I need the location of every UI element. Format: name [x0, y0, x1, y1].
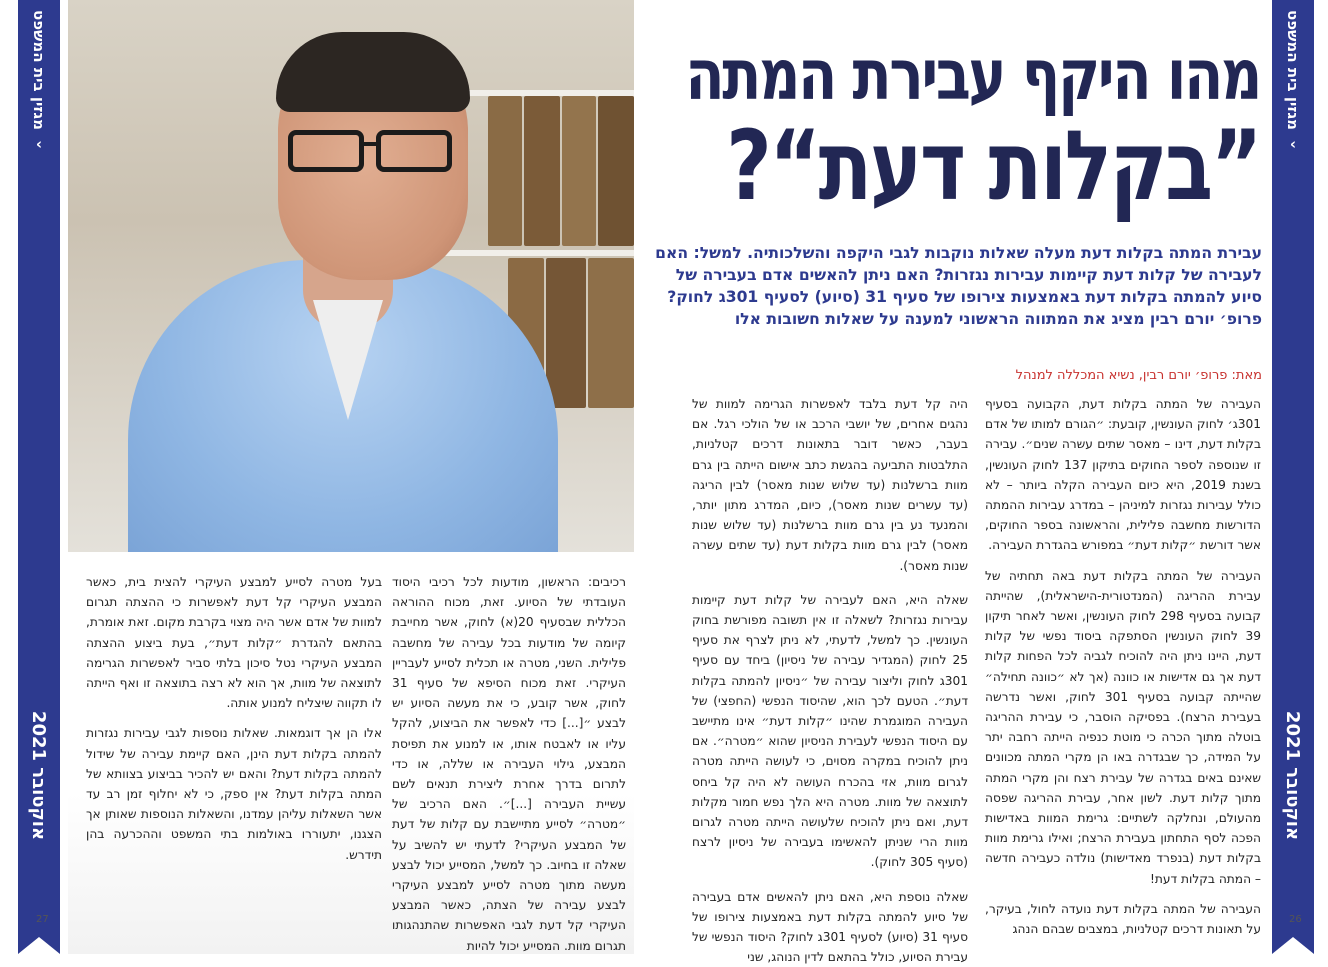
right-tab-arrow-icon: ‹ [1289, 135, 1297, 153]
paragraph: העבירה של המתה בקלות דעת, הקבועה בסעיף 301ג׳ לחוק העונשין, קובעת: ״הגורם למותו של אדם בקלות דעת, דינו – מאסר שתים עשרה שנים״. עבירה זו שנוספה לספר החוקים בתיקון 137 לחוק העונשין, בשנת 2019, היא כיום העבירה הקלה ביותר – לא כולל עבירות נגזרות למיניהן – במדרג עבירות ההמתה הדורשות מחשבה פלילית, והראשונה בספר החוקים, אשר דורשת ״קלות דעת״ במפורש בהגדרת העבירה. [985, 397, 1262, 553]
book-2 [524, 96, 560, 246]
author-portrait-photo [68, 0, 634, 552]
right-page-number: 26 [1289, 914, 1302, 925]
headline-line-2: ”בקלות דעת“? [726, 110, 1260, 222]
left-chevron-decoration [18, 925, 60, 954]
book-6 [546, 258, 586, 408]
paragraph: שאלה נוספת היא, האם ניתן להאשים אדם בעבירה של סיוע להמתה בקלות דעת באמצעות צירופו של סעיף 31 (סיוע) לסעיף 301ג לחוק? היסוד הנפשי של עבירת הסיוע, כולל בהתאם לדין הנוהג, שני [692, 889, 968, 965]
article-byline: מאת: פרופ׳ יורם רבין, נשיא המכללה למנהל [1015, 368, 1262, 383]
left-section-tab [18, 0, 60, 925]
glasses-right-lens [376, 130, 452, 172]
glasses-left-lens [288, 130, 364, 172]
book-4 [598, 96, 634, 246]
right-tab-date: אוקטובר 2021 [1282, 710, 1304, 840]
person-hair [276, 32, 470, 112]
headline-line-1: מהו היקף עבירת המתה [685, 34, 1260, 116]
book-7 [588, 258, 634, 408]
right-chevron-decoration [1272, 925, 1314, 954]
paragraph: אלו הן אך דוגמאות. שאלות נוספות לגבי עבירות נגזרות להמתה בקלות דעת הינן, האם קיימת עבירה של שידול להמתה בקלות דעת? והאם יש להכיר בביצוע בצוותא של המתה בקלות דעת? אין ספק, כי לא יחלוף זמן רב עד אשר השאלות עליהן עמדנו, והשאלות הנוספות שאותן אך הצגנו, יתעוררו באולמות בתי המשפט וההכרעה בהן תידרש. [86, 726, 382, 862]
left-page-number: 27 [36, 914, 49, 925]
paragraph: שאלה היא, האם לעבירה של קלות דעת קיימות עבירות נגזרות? לשאלה זו אין תשובה מפורשת בחוק העונשין. כך למשל, לדעתי, לא ניתן לצרף את סעיף 25 לחוק (המגדיר עבירה של ניסיון) ביחד עם סעיף 301ג לחוק וליצור עבירה של ״ניסיון להמתה בקלות דעת״. הטעם לכך הוא, שהיסוד הנפשי (החפצי) של העבירה המוגמרת שהינו ״קלות דעת״ אינו מתיישב עם היסוד הנפשי לעבירת הניסיון שהוא ״מטרה״. אם ניתן להוכיח במקרה מסוים, כי לעושה הייתה מטרה לגרום מוות, אזי בהכרח העושה לא היה קל ביחס לתוצאה של מוות. מטרה היא הלך נפש חמור מקלות דעת, ואם ניתן להוכיח שלעושה הייתה מטרה לגרום מוות הרי שניתן להאשימו בעבירה של ניסיון לרצח (סעיף 305 לחוק). [692, 592, 968, 870]
paragraph: רכיבים: הראשון, מודעות לכל רכיבי היסוד העובדתי של הסיוע. זאת, מכוח ההוראה הכללית שבסעיף 20(א) לחוק, אשר מחייבת קיומה של מודעות בכל עבירה של מחשבה פלילית. השני, מטרה או תכלית לסייע לעבריין העיקרי. זאת מכוח הסיפא של סעיף 31 לחוק, אשר קובע, כי את מעשה הסיוע יש לבצע ״[...] כדי לאפשר את הביצוע, להקל עליו או לאבטח אותו, או למנוע את תפיסת המבצע, גילוי העבירה או שללה, או כדי לתרום בדרך אחרת ליצירת תנאים לשם עשיית העבירה [...]״. האם הרכיב של ״מטרה״ לסייע מתיישבת עם קלות של דעת של המבצע העיקרי? לדעתי יש להשיב על שאלה זו בחיוב. כך למשל, המסייע יכול לבצע מעשה מתוך מטרה לסייע למבצע העיקרי לבצע עבירה של הצתה, כאשר המבצע העיקרי קל דעת לגבי האפשרות שהתנהגותו תגרום מוות. המסייע יכול להיות [392, 575, 627, 953]
article-lead: עבירת המתה בקלות דעת מעלה שאלות נוקבות לגבי היקפה והשלכותיה. למשל: האם לעבירה של קלות דעת קיימות עבירות נגזרות? האם ניתן להאשים אדם בעבירה של סיוע להמתה בקלות דעת באמצעות צירופו של סעיף 31 (סיוע) לסעיף 301ג לחוק? פרופ׳ יורם רבין מציג את המתווה הראשוני למענה על שאלות חשובות אלו [655, 244, 1262, 328]
paragraph: היה קל דעת בלבד לאפשרות הגרימה למוות של נהגים אחרים, של יושבי הרכב או של הולכי רגל. אם בעבר, כאשר דובר בתאונות דרכים קטלניות, התלבטות התביעה בהגשת כתב אישום הייתה בין גרם מוות ברשלנות (עד שלוש שנות מאסר) לבין הריגה (עד עשרים שנות מאסר), כיום, המדרג מתון יותר, והמנעד נע בין גרם מוות ברשלנות (עד שלוש שנות מאסר) לבין גרם מוות בקלות דעת (עד שתים עשרה שנות מאסר). [692, 397, 968, 573]
paragraph: העבירה של המתה בקלות דעת נועדה לחול, בעיקר, על תאונות דרכים קטלניות, במצבים שבהם הנהג [985, 901, 1261, 937]
article-headline [685, 34, 1260, 222]
left-tab-arrow-icon: ‹ [35, 135, 43, 153]
book-1 [488, 96, 522, 246]
left-tab-magazine-name: מגזין בית המשפט [30, 10, 49, 130]
right-page-column-1 [985, 394, 1262, 937]
right-page-column-2 [692, 394, 968, 965]
right-tab-magazine-name: מגזין בית המשפט [1284, 10, 1303, 130]
book-3 [562, 96, 596, 246]
left-page-column-2 [86, 572, 382, 912]
left-tab-date: אוקטובר 2021 [28, 710, 50, 840]
right-section-tab [1272, 0, 1314, 925]
glasses-bridge [362, 142, 378, 146]
left-page-column-1 [392, 572, 627, 953]
paragraph: בעל מטרה לסייע למבצע העיקרי להצית בית, כאשר המבצע העיקרי קל דעת לאפשרות כי ההצתה תגרום למוות של אדם אשר היה מצוי בקרבת מקום. זאת אומרת, בהתאם להגדרת ״קלות דעת״, בעת ביצוע ההצתה המבצע העיקרי נטל סיכון בלתי סביר לאפשרות הגרימה לתוצאה של מוות, אך הוא לא רצה בתוצאה זו ואף הייתה לו תקווה שיצליח למנוע אותה. [86, 575, 382, 711]
paragraph: העבירה של המתה בקלות דעת באה תחתיה של עבירת ההריגה (המנדטורית-הישראלית), שהייתה קבועה בסעיף 298 לחוק העונשין, ואשר לאחר תיקון 39 לחוק העונשין הסתפקה ביסוד נפשי של קלות דעת, היינו ניתן היה להוכיח לגביה לכל הפחות קלות דעת אך גם אדישות או כוונה (אך לא ״כוונה תחילה״ שהייתה קבועה בסעיף 301 לחוק, ואשר נדרשה בעבירת הרצח). בפסיקה הוסבר, כי עבירת ההריגה בוטלה מתוך הכרה כי מוטת כנפיה הייתה רחבה יתר על המידה, כך שבגדרה באו הן מקרי המתה מכוונים שאינם באים בגדרה של עבירת רצח והן מקרי המתה מתוך קלות דעת. לשון אחר, עבירת ההריגה שפסה מהעולם, ונחלקה לשתיים: גרימת המוות באדישות הפכה לסף התחתון בעבירת הרצח; ואילו גרימת מוות בקלות דעת (בנפרד מאדישות) נולדה כעבירה חדשה – המתה בקלות דעת! [985, 568, 1261, 886]
